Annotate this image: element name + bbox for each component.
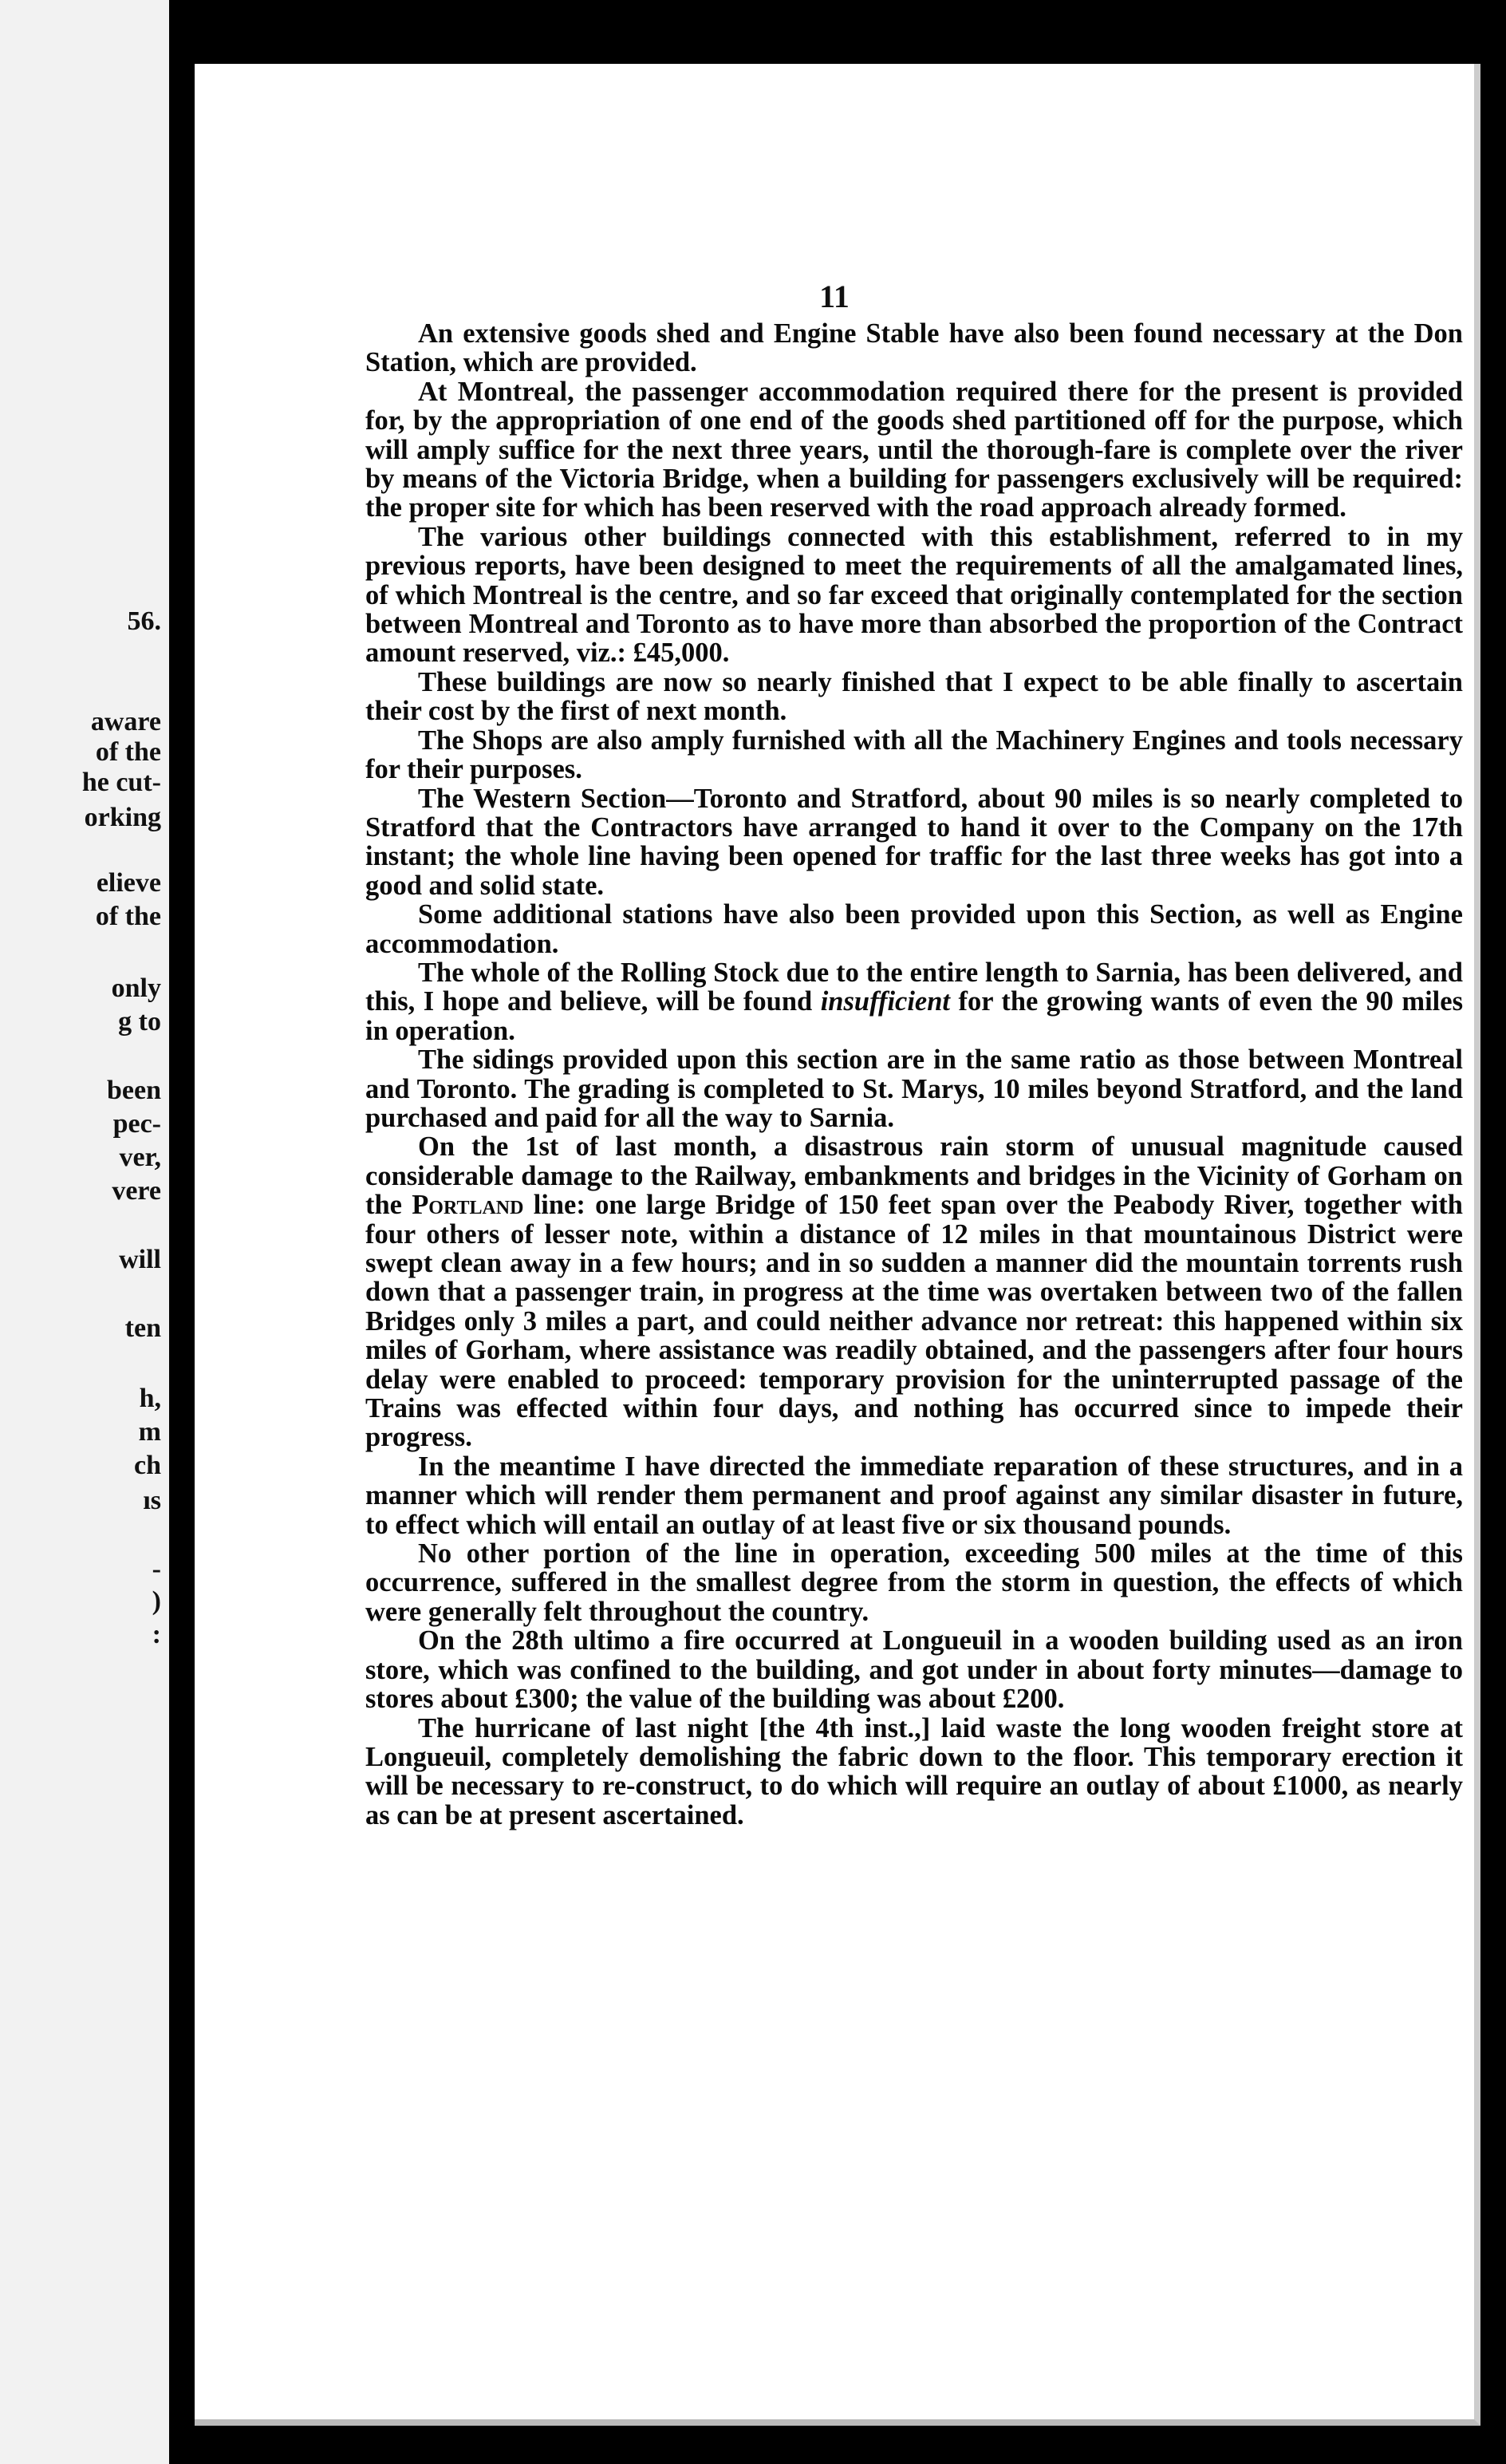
emphasis-text: insufficient xyxy=(820,986,951,1017)
left-page-fragment: 56. xyxy=(127,606,161,636)
left-page-fragment: of the xyxy=(95,737,161,767)
left-page-fragment: orking xyxy=(84,803,161,832)
paragraph: Some additional stations have also been provided upon this Section, as well as Engine accommodation. xyxy=(365,899,1463,959)
page-number: 11 xyxy=(819,278,850,314)
left-page-fragment: m xyxy=(138,1417,161,1447)
paragraph: The Shops are also amply furnished with all the Machinery Engines and tools necessary for their purposes. xyxy=(365,725,1463,785)
left-page-fragment: - xyxy=(152,1554,161,1584)
paragraph xyxy=(365,1132,1463,1451)
paragraph: The hurricane of last night [the 4th inst.,] laid waste the long wooden freight store at Longueuil, completely demolishing the fabric down to the floor. This temporary erection it will be necessary to re-construct, to do which will require an outlay of about £1000, as nearly as can be at present ascertained. xyxy=(365,1712,1463,1830)
paragraph: On the 28th ultimo a fire occurred at Longueuil in a wooden building used as an iron store, which was confined to the building, and got under in about forty minutes—damage to stores about £300; the value of the building was about £200. xyxy=(365,1625,1463,1715)
paragraph xyxy=(365,958,1463,1045)
paragraph: The sidings provided upon this section are in the same ratio as those between Montreal and Toronto. The grading is completed to St. Marys, 10 miles beyond Stratford, and the land purchased and paid for all the way to Sarnia. xyxy=(365,1044,1463,1133)
paragraph-text: line: one large Bridge of 150 feet span over the Peabody River, together with four others of lesser note, within a distance of 12 miles in that mountainous District were swept clean away in a few hours; and in so sudden a manner did the mountain torrents rush down that a passenger train, in progress at the time was overtaken between two of the fallen Bridges only 3 miles a part, and could neither advance nor retreat: this happened within six miles of Gorham, where assistance was readily obtained, and the passengers after four hours delay were enabled to proceed: temporary provision for the uninterrupted passage of the Trains was effected within four days, and nothing has occurred since to impede their progress. xyxy=(365,1190,1463,1453)
paragraph: At Montreal, the passenger accommodation required there for the present is provided for, by the appropriation of one end of the goods shed partitioned off for the purpose, which will amply suffice for the next three years, until the thorough-fare is complete over the river by means of the Victoria Bridge, when a building for passengers exclusively will be required: the proper site for which has been reserved with the road approach already formed. xyxy=(365,376,1463,523)
left-page-fragment: g to xyxy=(118,1007,161,1037)
left-page-fragment: been xyxy=(107,1076,161,1105)
left-page-fragment: pec- xyxy=(112,1109,161,1139)
document-page xyxy=(195,64,1480,2426)
left-page-fragment: elieve xyxy=(96,868,161,898)
paragraph: These buildings are now so nearly finished that I expect to be able finally to ascertain their cost by the first of next month. xyxy=(365,666,1463,727)
left-page-fragment: ıs xyxy=(143,1486,161,1515)
left-page-edge xyxy=(0,0,169,2464)
left-page-fragment: : xyxy=(152,1620,161,1649)
left-page-fragment: aware xyxy=(90,707,161,736)
paragraph-text: for the growing wants of even the 90 miles in operation. xyxy=(365,986,1463,1046)
left-page-fragment: vere xyxy=(112,1176,161,1206)
paragraph: An extensive goods shed and Engine Stable have also been found necessary at the Don Station, which are provided. xyxy=(365,318,1463,378)
left-page-fragment: only xyxy=(111,973,161,1003)
paragraph: The Western Section—Toronto and Stratford, about 90 miles is so nearly completed to Stratford that the Contractors have arranged to hand it over to the Company on the 17th instant; the whole line having been opened for traffic for the last three weeks has got into a good and solid state. xyxy=(365,783,1463,901)
left-page-fragment: will xyxy=(119,1245,161,1274)
paragraph: The various other buildings connected with this establishment, referred to in my previous reports, have been designed to meet the requirements of all the amalgamated lines, of which Montreal is the centre, and so far exceed that originally contemplated for the section between Montreal and Toronto as to have more than absorbed the proportion of the Contract amount reserved, viz.: £45,000. xyxy=(365,521,1463,669)
left-page-fragment: ver, xyxy=(119,1143,161,1172)
line-name: Portland xyxy=(412,1190,524,1221)
paragraph: No other portion of the line in operation, exceeding 500 miles at the time of this occurrence, suffered in the smallest degree from the storm in question, the effects of which were generally felt throughout the country. xyxy=(365,1538,1463,1627)
left-page-fragment: ten xyxy=(124,1313,161,1343)
paragraph-text: The whole of the Rolling Stock due to the entire length to Sarnia, has been delivered, and this, I hope and believe, will be found xyxy=(365,957,1463,1017)
left-page-fragment: h, xyxy=(139,1384,161,1413)
paragraph-text: On the 1st of last month, a disastrous rain storm of unusual magnitude caused considerable damage to the Railway, embankments and bridges in the Vicinity of Gorham on the xyxy=(365,1131,1463,1221)
left-page-fragment: ch xyxy=(134,1451,161,1480)
left-page-fragment: ) xyxy=(152,1586,161,1616)
left-page-fragment: of the xyxy=(95,902,161,931)
page-body xyxy=(365,319,1463,1830)
left-page-fragment: he cut- xyxy=(81,768,161,797)
paragraph: In the meantime I have directed the immediate reparation of these structures, and in a manner which will render them permanent and proof against any similar disaster in future, to effect which will entail an outlay of at least five or six thousand pounds. xyxy=(365,1451,1463,1540)
